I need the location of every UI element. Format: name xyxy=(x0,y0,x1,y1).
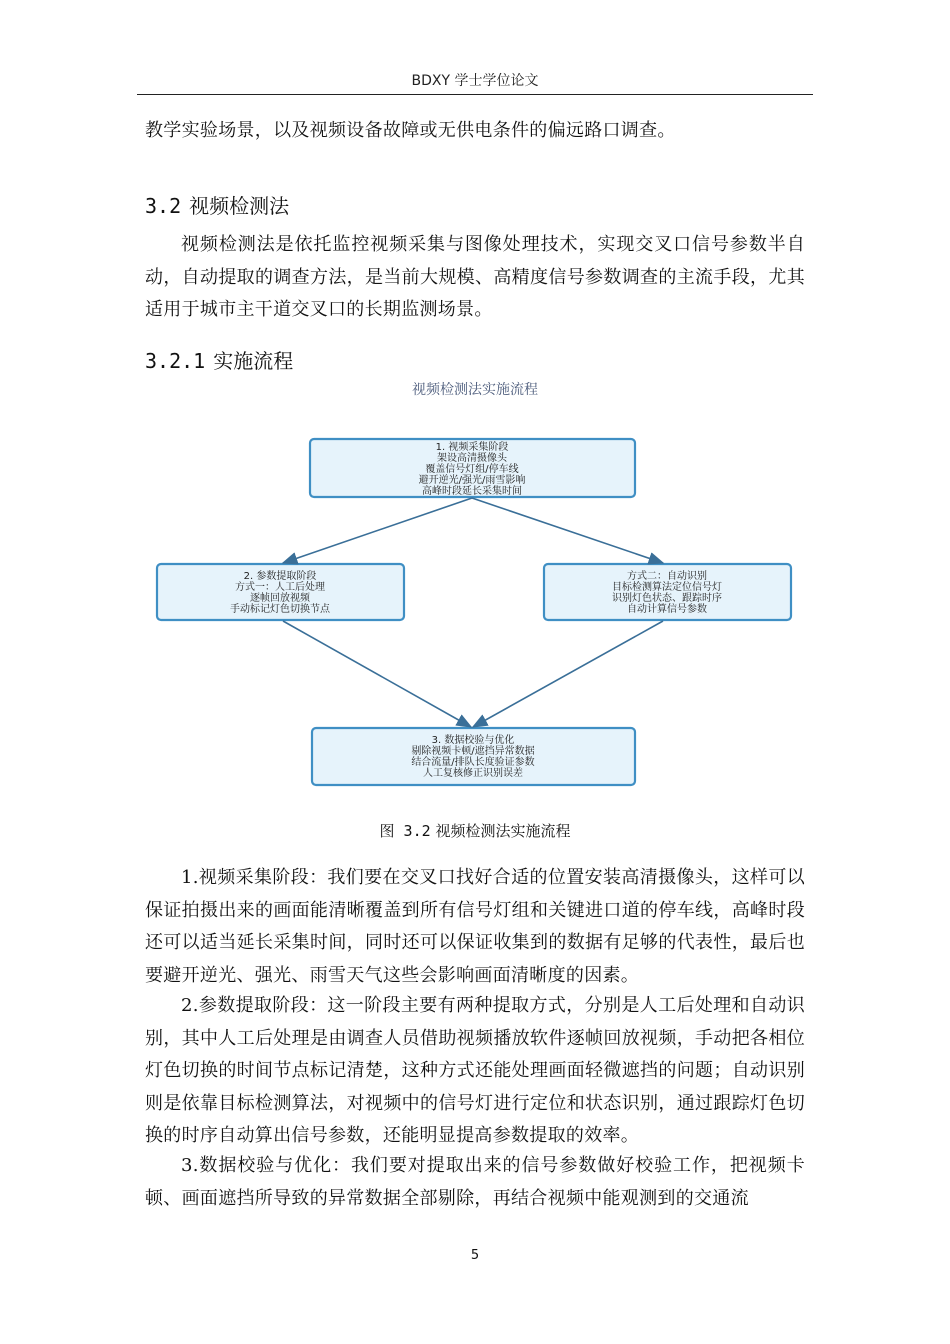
section-paragraph: 视频检测法是依托监控视频采集与图像处理技术，实现交叉口信号参数半自动，自动提取的调查方法，是当前大规模、高精度信号参数调查的主流手段，尤其适用于城市主干道交叉口的长期监测场景。 xyxy=(145,234,805,320)
body-paragraph-1: 1.视频采集阶段：我们要在交叉口找好合适的位置安装高清摄像头，这样可以保证拍摄出来的画面能清晰覆盖到所有信号灯组和关键进口道的停车线，高峰时段还可以适当延长采集时间，同时还可以保证收集到的数据有足够的代表性，最后也要避开逆光、强光、雨雪天气这些会影响画面清晰度的因素。 xyxy=(145,867,805,986)
body-paragraph-3: 3.数据校验与优化：我们要对提取出来的信号参数做好校验工作，把视频卡顿、画面遮挡所导致的异常数据全部剔除，再结合视频中能观测到的交通流 xyxy=(145,1155,805,1209)
stage2-line: 2. 参数提取阶段 xyxy=(243,571,317,582)
flow-box-stage2b xyxy=(544,564,791,620)
stage1-line: 架设高清摄像头 xyxy=(437,453,507,464)
body-paragraph-2: 2.参数提取阶段：这一阶段主要有两种提取方式，分别是人工后处理和自动识别，其中人工后处理是由调查人员借助视频播放软件逐帧回放视频，手动把各相位灯色切换的时间节点标记清楚，这种方式还能处理画面轻微遮挡的问题；自动识别则是依靠目标检测算法，对视频中的信号灯进行定位和状态识别，通过跟踪灯色切换的时序自动算出信号参数，还能明显提高参数提取的效率。 xyxy=(145,995,805,1146)
page-number: 5 xyxy=(470,1248,480,1263)
subsection-number: 3.2.1 xyxy=(145,349,206,373)
stage2b-line: 目标检测算法定位信号灯 xyxy=(612,582,722,593)
section-title: 视频检测法 xyxy=(189,194,290,218)
flowchart-svg xyxy=(145,372,805,812)
flow-box-stage1 xyxy=(310,439,635,497)
flowchart-figure xyxy=(145,372,805,812)
stage2b-line: 自动计算信号参数 xyxy=(627,604,707,615)
arrow-stage2-to-stage3 xyxy=(283,621,471,727)
header-rule xyxy=(137,94,813,95)
stage1-line: 高峰时段延长采集时间 xyxy=(422,486,522,497)
section-heading xyxy=(145,190,289,219)
stage2-line: 方式一：人工后处理 xyxy=(235,582,325,593)
caption-text: 视频检测法实施流程 xyxy=(435,822,571,840)
section-number: 3.2 xyxy=(145,194,182,218)
stage1-line: 1. 视频采集阶段 xyxy=(435,442,509,453)
running-header: BDXY 学士学位论文 xyxy=(411,73,539,89)
stage2-line: 手动标记灯色切换节点 xyxy=(230,604,330,615)
stage3-line: 结合流量/排队长度验证参数 xyxy=(411,757,535,768)
flowchart-title: 视频检测法实施流程 xyxy=(412,382,538,398)
arrow-stage1-to-stage2b xyxy=(472,498,663,563)
flow-box-stage3 xyxy=(312,728,635,785)
stage3-line: 3. 数据校验与优化 xyxy=(431,735,515,746)
intro-line: 教学实验场景，以及视频设备故障或无供电条件的偏远路口调查。 xyxy=(145,120,676,141)
stage2b-line: 识别灯色状态、跟踪时序 xyxy=(612,593,722,604)
subsection-title: 实施流程 xyxy=(213,349,294,373)
stage3-line: 剔除视频卡顿/遮挡异常数据 xyxy=(411,746,535,757)
figure-caption xyxy=(0,820,950,841)
flow-box-stage2 xyxy=(157,564,404,620)
stage2-line: 逐帧回放视频 xyxy=(250,593,310,604)
stage1-line: 覆盖信号灯组/停车线 xyxy=(425,464,519,475)
stage3-line: 人工复核修正识别误差 xyxy=(423,768,523,779)
arrow-stage2b-to-stage3 xyxy=(473,621,663,727)
caption-number: 图 3.2 xyxy=(379,822,431,840)
stage2b-line: 方式二：自动识别 xyxy=(627,571,707,582)
arrow-stage1-to-stage2 xyxy=(283,498,472,563)
subsection-heading xyxy=(145,345,293,374)
stage1-line: 避开逆光/强光/雨雪影响 xyxy=(418,475,526,486)
